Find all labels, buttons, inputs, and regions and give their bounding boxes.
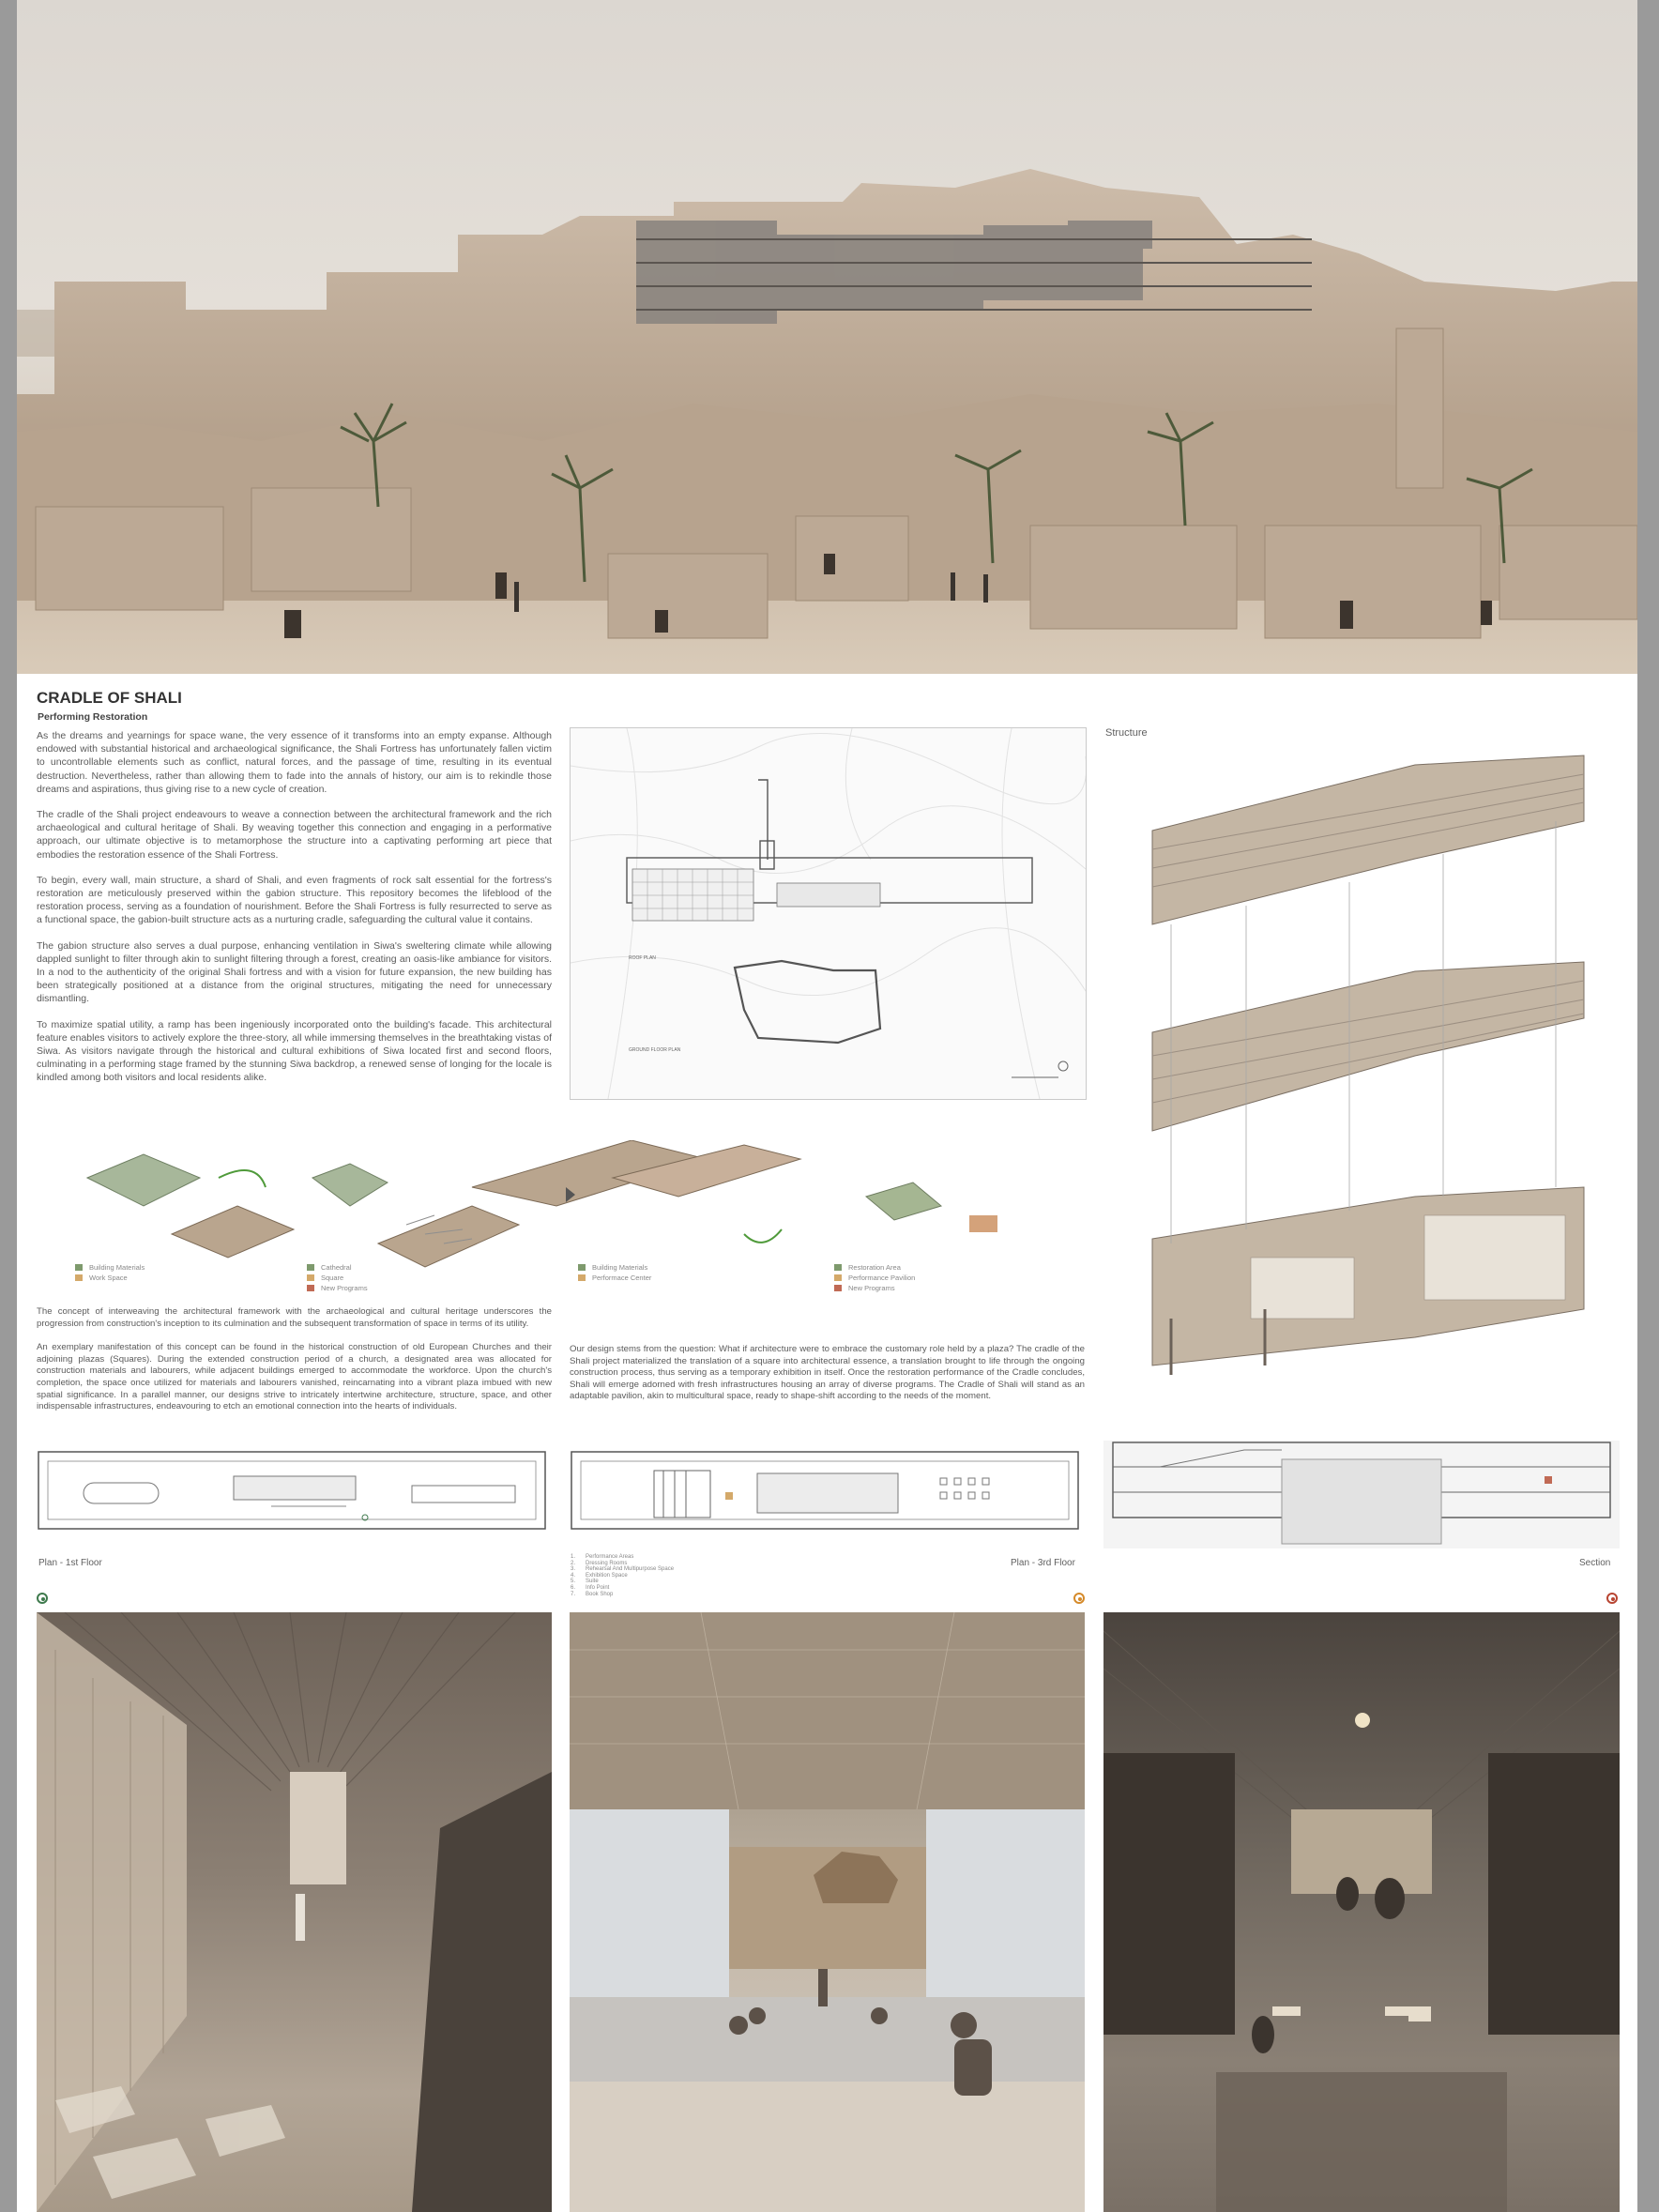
- plan-legend: [571, 1554, 674, 1597]
- legend-c: [578, 1262, 651, 1283]
- structure-label: Structure: [1105, 727, 1148, 739]
- legend-a: [75, 1262, 145, 1283]
- legend-b: [307, 1262, 368, 1293]
- plan-first-floor-label: Plan - 1st Floor: [38, 1558, 102, 1568]
- first-floor-plan: [37, 1441, 552, 1544]
- intro-paragraph: To maximize spatial utility, a ramp has been ingeniously incorporated onto the building's facade. This architectural feature enables visitors to actively explore the three-story, all while immersing themselves in the breathtaking vistas of Siwa. As visitors navigate through the historical and cultural exhibitions of Siwa located first and second floors, culminating in a performing stage framed by the stunning Siwa backdrop, a renewed sense of longing for the locale is kindled among both visitors and local residents alike.: [37, 1018, 552, 1084]
- plan-legend-item: 1. Performance Areas: [571, 1554, 634, 1560]
- fortress-rendering: [17, 0, 1637, 674]
- legend-swatch: [307, 1274, 314, 1281]
- legend-item: Building Materials: [89, 1263, 145, 1272]
- legend-item: New Programs: [848, 1284, 895, 1292]
- concept-paragraph: The concept of interweaving the architectural framework with the archaeological and cultural heritage underscores the progression from construction's inception to its culmination and the subsequent transformation of space in terms of its utility.: [37, 1306, 552, 1329]
- legend-swatch: [578, 1274, 586, 1281]
- concept-diagrams: [68, 1140, 1082, 1276]
- legend-item: Building Materials: [592, 1263, 648, 1272]
- legend-swatch: [307, 1264, 314, 1271]
- legend-swatch: [75, 1264, 83, 1271]
- ground-plan-label: GROUND FLOOR PLAN: [629, 1047, 681, 1053]
- hero-render: [17, 0, 1637, 674]
- legend-swatch: [834, 1264, 842, 1271]
- legend-item: Square: [321, 1274, 344, 1282]
- interior-render-performance-hall: [570, 1612, 1085, 2212]
- interior-render-corridor: [37, 1612, 552, 2212]
- plan-legend-item: 4. Exhibition Space: [571, 1572, 628, 1579]
- intro-paragraph: To begin, every wall, main structure, a shard of Shali, and even fragments of rock salt essential for the fortress's restoration are meticulously preserved within the gabion structure. This repository becomes the lifeblood of the restoration process, serving as a foundation of nourishment. Before the Shali Fortress is fully resurrected to serve as a functional space, the gabion-built structure acts as a nurturing cradle, safeguarding the cultural value it contains.: [37, 874, 552, 926]
- intro-paragraph: As the dreams and yearnings for space wane, the very essence of it transforms into an empty expanse. Although endowed with substantial historical and archaeological significance, the Shali Fortress has unfortunately fallen victim to uncontrollable elements such as conflict, natural forces, and the passage of time, resulting in its eventual destruction. Nevertheless, rather than allowing them to fade into the annals of history, our aim is to rekindle those dreams and aspirations, thus giving rise to a new cycle of creation.: [37, 730, 552, 795]
- project-subtitle: Performing Restoration: [38, 711, 148, 723]
- plan-legend-item: 5. Suite: [571, 1579, 599, 1585]
- intro-paragraph: The gabion structure also serves a dual purpose, enhancing ventilation in Siwa's sweltering climate while allowing dappled sunlight to filter through akin to sunlight filtering through a forest, creating an oasis-like ambiance for visitors. In a nod to the authenticity of the original Shali fortress and with a vision for future expansion, the new building has been strategically positioned at a distance from the original structures, mitigating the need for unnecessary dismantling.: [37, 939, 552, 1005]
- interior-render-exhibition-gallery: [1103, 1612, 1620, 2212]
- legend-item: Restoration Area: [848, 1263, 901, 1272]
- legend-d: [834, 1262, 915, 1293]
- third-floor-plan: [570, 1441, 1085, 1544]
- presentation-board: [17, 0, 1637, 2212]
- site-plan-drawing: [571, 728, 1086, 1099]
- legend-swatch: [834, 1274, 842, 1281]
- structure-exploded-axonometric: [1134, 737, 1603, 1380]
- red-marker-icon: [1606, 1593, 1618, 1604]
- plan-third-floor-label: Plan - 3rd Floor: [1011, 1558, 1075, 1568]
- intro-text: [37, 729, 552, 1097]
- site-plan-panel: [570, 727, 1087, 1100]
- concept-paragraph: An exemplary manifestation of this concept can be found in the historical construction of old European Churches and their adjoining plazas (Squares). During the extended construction period of a church, a designated area was allocated for construction materials and labourers, while adjacent buildings emerged to accommodate the workforce. Upon the church's completion, the space once utilized for materials and labourers vanished, reincarnating into a vibrant plaza imbued with new spatial significance. In a parallel manner, our designs strive to intricately intertwine architecture, structure, space, and other indispensable infrastructures, endeavouring to etch an emotional connection into the hearts of individuals.: [37, 1342, 552, 1412]
- plan-legend-item: 6. Info Point: [571, 1584, 610, 1591]
- intro-paragraph: The cradle of the Shali project endeavours to weave a connection between the architectural framework and the rich archaeological and cultural heritage of Shali. By weaving together this connection and engaging in a performative approach, our ultimate objective is to metamorphose the structure into a captivating performing art piece that embodies the restoration essence of the Shali Fortress.: [37, 809, 552, 861]
- design-text: [570, 1344, 1085, 1415]
- legend-item: New Programs: [321, 1284, 368, 1292]
- plan-legend-item: 7. Book Shop: [571, 1591, 614, 1597]
- green-marker-icon: [37, 1593, 48, 1604]
- legend-item: Performace Center: [592, 1274, 652, 1282]
- plan-legend-item: 3. Rehearsal And Multipurpose Space: [571, 1566, 675, 1573]
- orange-marker-icon: [1073, 1593, 1085, 1604]
- design-paragraph: Our design stems from the question: What if architecture were to embrace the customary role held by a plaza? The cradle of the Shali project materialized the translation of a square into architectural essence, a translation brought to life through the ongoing construction process, thus serving as a temporary exhibition in itself. Once the restoration performance of the Cradle concludes, Shali will emerge adorned with fresh infrastructures housing an array of diverse programs. The Cradle of Shali will stand as an adaptable pavilion, akin to multicultural space, ready to shape-shift according to the needs of the moment.: [570, 1344, 1085, 1402]
- legend-item: Work Space: [89, 1274, 128, 1282]
- legend-swatch: [75, 1274, 83, 1281]
- project-title: CRADLE OF SHALI: [37, 689, 182, 707]
- legend-swatch: [307, 1285, 314, 1291]
- legend-swatch: [578, 1264, 586, 1271]
- legend-item: Cathedral: [321, 1263, 352, 1272]
- section-label: Section: [1579, 1558, 1611, 1568]
- legend-item: Performance Pavilion: [848, 1274, 916, 1282]
- roof-plan-label: ROOF PLAN: [629, 955, 656, 961]
- plan-legend-item: 2. Dressing Rooms: [571, 1560, 628, 1566]
- section-drawing: [1103, 1441, 1620, 1548]
- concept-text: [37, 1306, 552, 1426]
- legend-swatch: [834, 1285, 842, 1291]
